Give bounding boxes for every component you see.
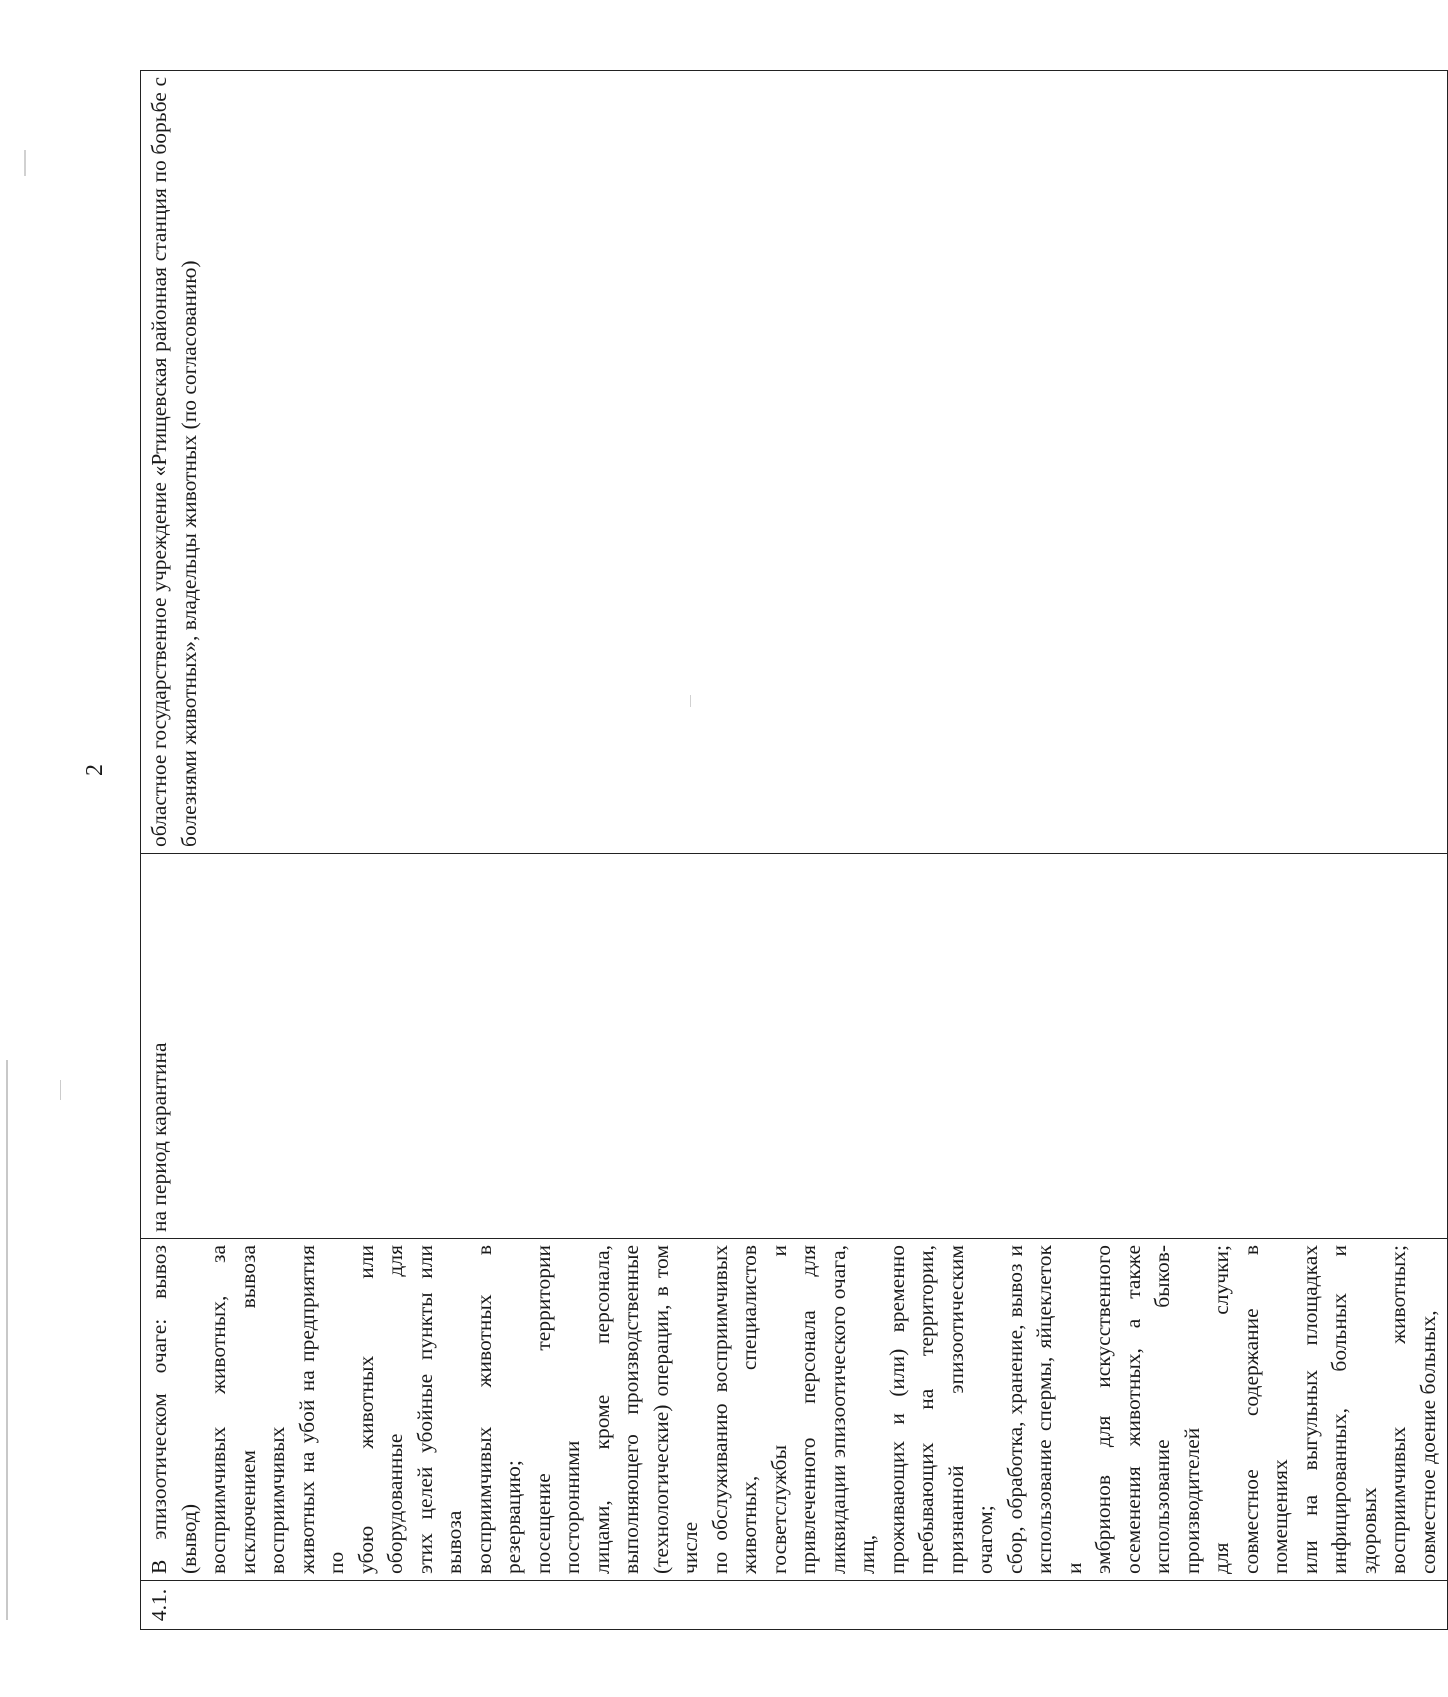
measure-line: эмбрионов для искусственного xyxy=(1091,1245,1115,1574)
measure-line: инфицированных, больных и здоровых xyxy=(1327,1245,1381,1574)
rotated-page xyxy=(80,70,1440,1630)
scan-artifact-mark xyxy=(60,1080,61,1100)
measure-line: выполняющего производственные xyxy=(619,1245,643,1574)
measure-line: пребывающих на территории, xyxy=(914,1245,938,1574)
period-cell xyxy=(141,854,1448,1239)
responsible-text: областное государственное учреждение «Ртищевская районная станция по борьбе с болезнями животных», владельцы животных (по согласованию) xyxy=(147,77,201,847)
measure-line: восприимчивых животных, за xyxy=(206,1245,230,1574)
row-number: 4.1. xyxy=(141,1581,1448,1630)
measure-line: проживающих и (или) временно xyxy=(884,1245,909,1574)
measures-table xyxy=(140,70,1448,1630)
measure-line: признанной эпизоотическим очагом; xyxy=(943,1245,997,1574)
measure-line: по обслуживанию восприимчивых xyxy=(707,1245,732,1574)
measure-line: (технологические) операции, в том числе xyxy=(648,1245,702,1574)
measure-line: привлеченного персонала для xyxy=(796,1245,820,1574)
measure-line: животных, специалистов госветслужбы и xyxy=(737,1245,791,1574)
measure-line: В эпизоотическом очаге: вывоз (вывод) xyxy=(147,1245,201,1574)
period-text: на период карантина xyxy=(147,1042,171,1232)
measure-line: совместное содержание в помещениях xyxy=(1238,1245,1292,1574)
measure-cell xyxy=(141,1239,1448,1581)
measure-line: совместное доение больных, xyxy=(1415,1310,1440,1574)
measure-line: убою животных или оборудованные для xyxy=(353,1245,407,1574)
measure-line: использование быков-производителей xyxy=(1150,1245,1204,1574)
measure-line: ликвидации эпизоотического очага, лиц, xyxy=(825,1245,879,1574)
table-row xyxy=(141,71,1448,1630)
responsible-cell xyxy=(141,71,1448,854)
measure-line: или на выгульных площадках xyxy=(1297,1245,1322,1574)
measure-text xyxy=(145,1245,1443,1574)
measure-line: этих целей убойные пункты или вывоза xyxy=(412,1245,466,1574)
measure-line: исключением вывоза восприимчивых xyxy=(235,1245,289,1574)
scan-artifact-line xyxy=(6,1060,8,1620)
measure-line: сбор, обработка, хранение, вывоз и xyxy=(1002,1245,1027,1574)
measure-line: осеменения животных, а также xyxy=(1120,1245,1145,1574)
page-number: 2 xyxy=(82,764,108,776)
scan-artifact-mark xyxy=(24,150,26,176)
measure-line: лицами, кроме персонала, xyxy=(589,1245,614,1574)
measure-line: посещение территории посторонними xyxy=(530,1245,584,1574)
measure-line: для случки; xyxy=(1209,1245,1233,1574)
measure-line: восприимчивых животных в резервацию; xyxy=(471,1245,525,1574)
measure-line: восприимчивых животных; xyxy=(1386,1245,1410,1574)
measure-line: животных на убой на предприятия по xyxy=(294,1245,348,1574)
measure-line: использование спермы, яйцеклеток и xyxy=(1032,1245,1086,1574)
